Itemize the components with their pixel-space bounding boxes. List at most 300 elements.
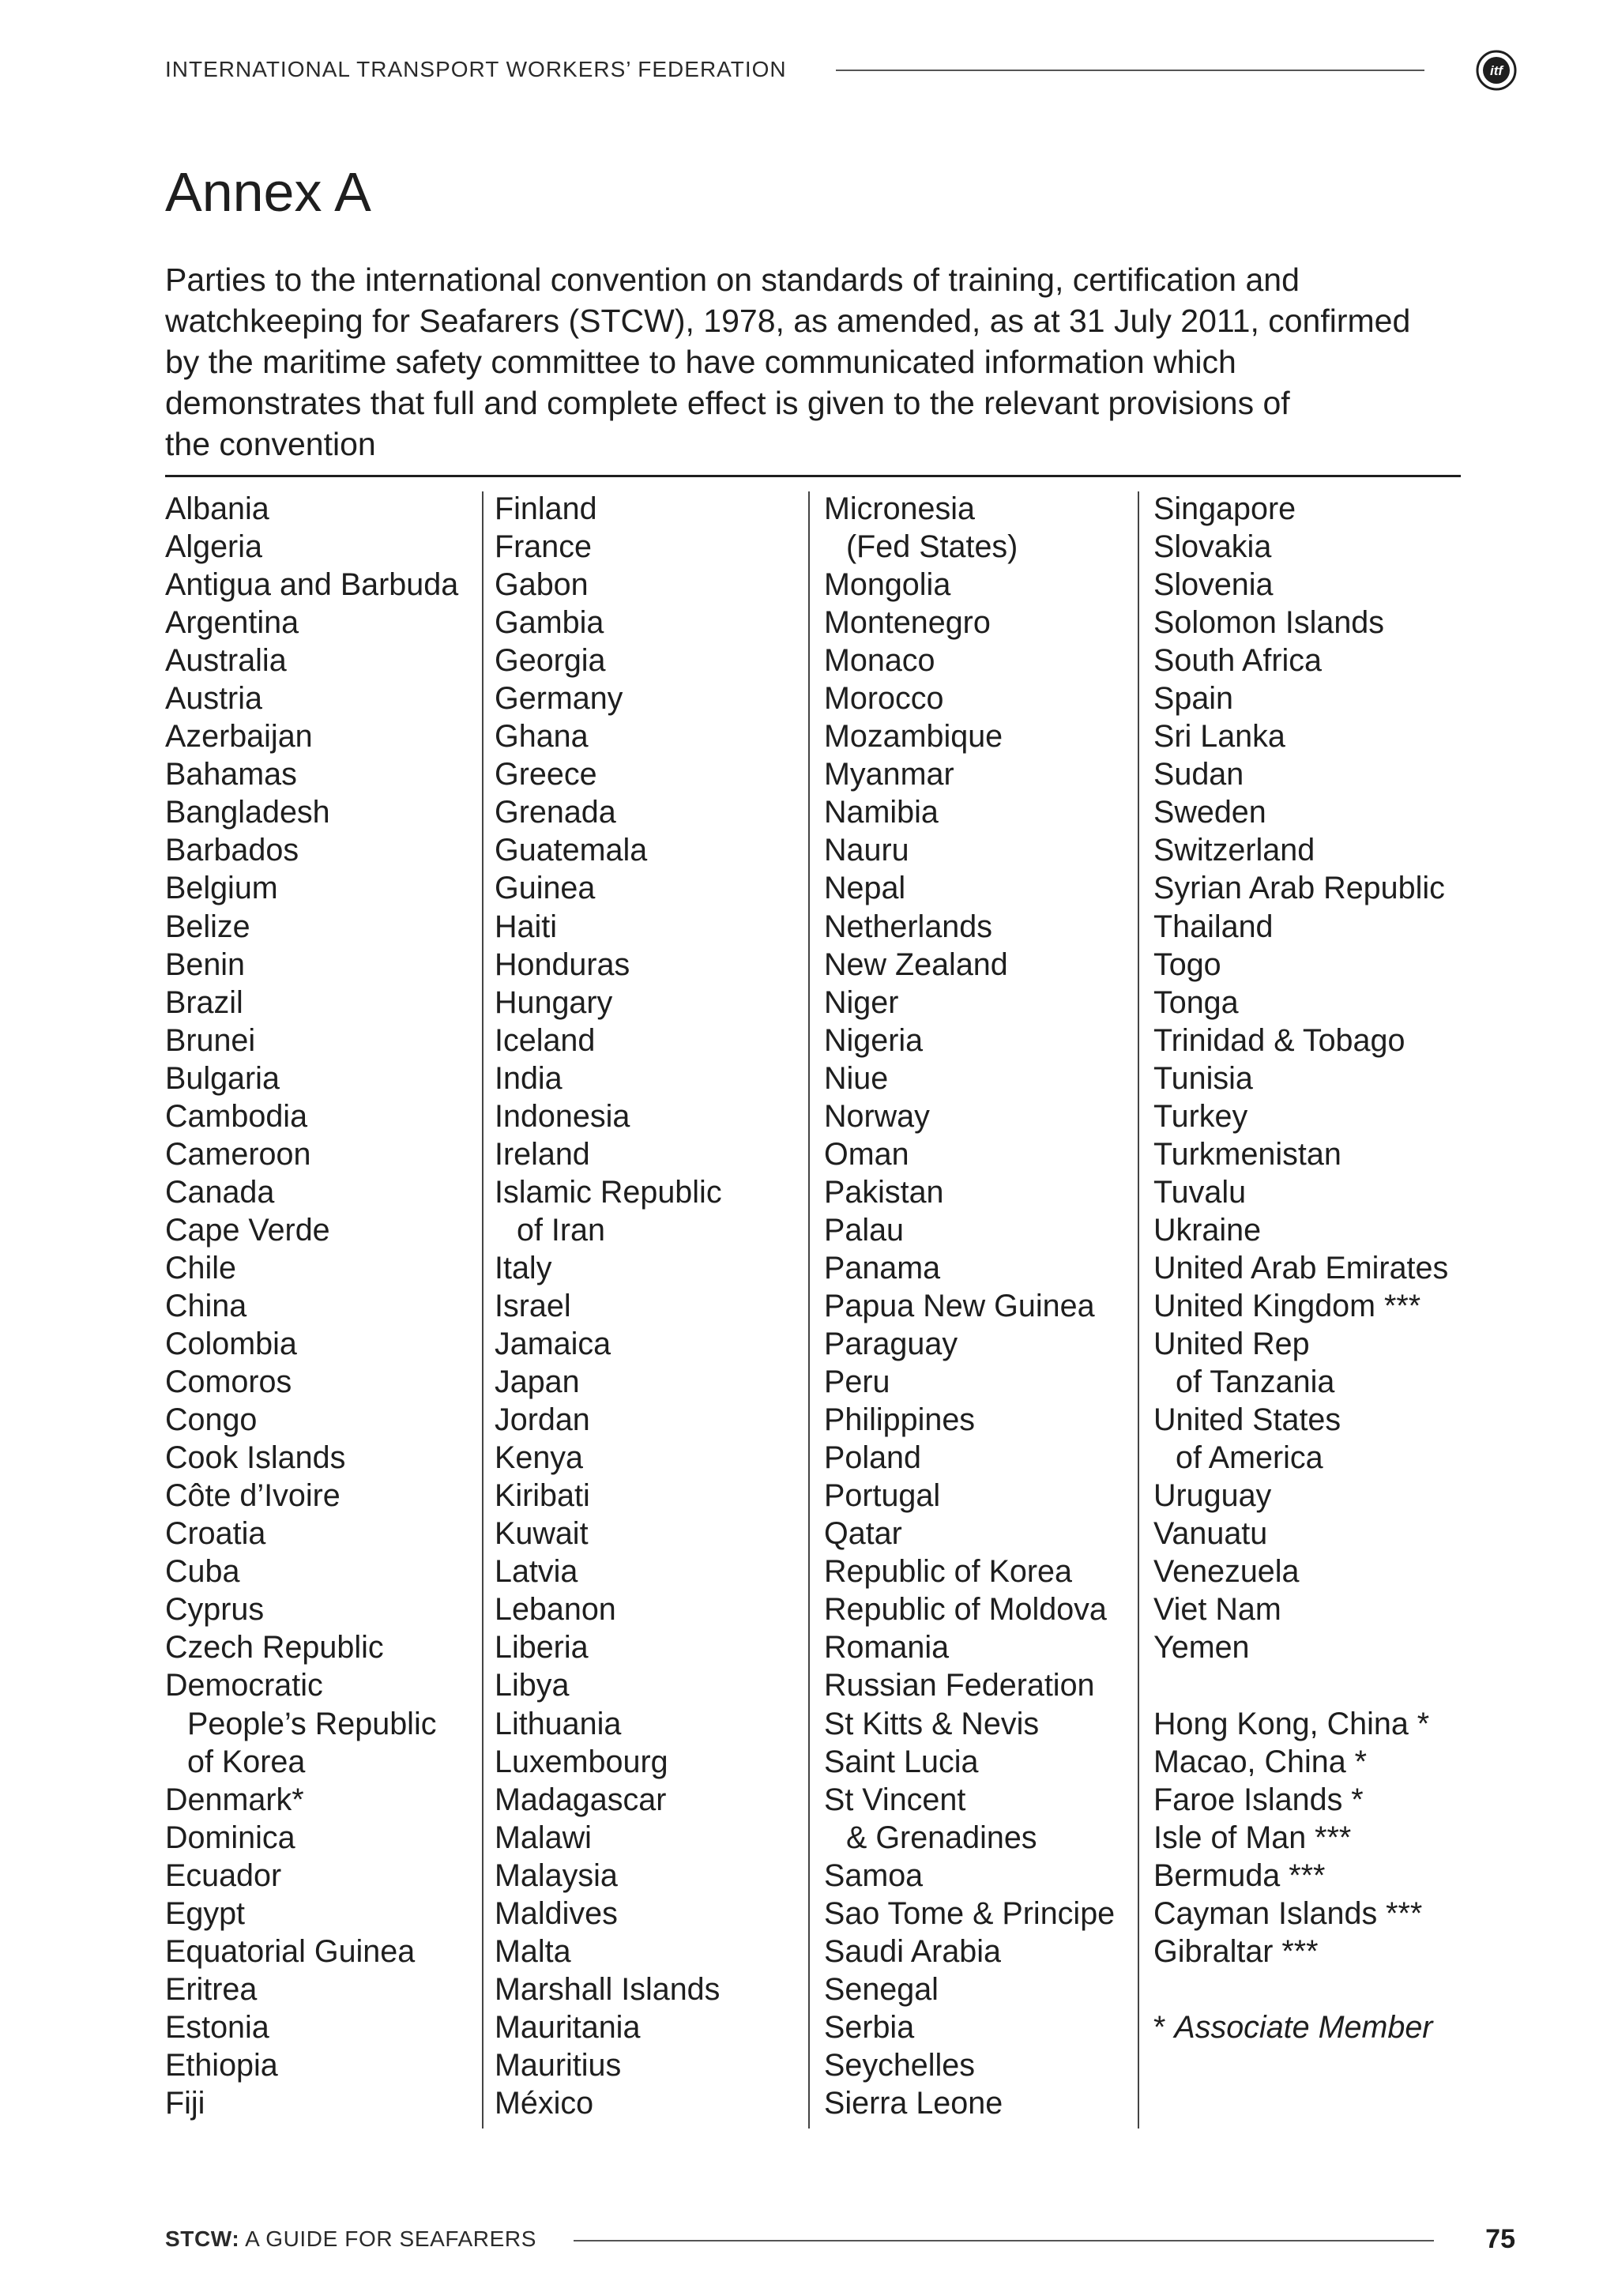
country-entry xyxy=(824,1628,1115,1666)
country-name: Netherlands xyxy=(824,909,992,944)
country-name: Cyprus xyxy=(165,1592,265,1628)
country-column-4 xyxy=(1153,490,1448,2046)
country-entry xyxy=(165,831,458,869)
country-entry xyxy=(495,604,722,642)
country-entry xyxy=(495,1060,722,1097)
country-entry xyxy=(165,604,458,642)
country-name: Paraguay xyxy=(824,1327,958,1362)
country-name: Belize xyxy=(165,909,250,944)
country-entry xyxy=(165,717,458,755)
country-name: Georgia xyxy=(495,643,606,679)
country-entry xyxy=(495,1401,722,1439)
country-name: Equatorial Guinea xyxy=(165,1933,416,1969)
country-name: Nauru xyxy=(824,833,909,868)
country-name: Peru xyxy=(824,1364,890,1400)
country-entry xyxy=(495,1743,722,1781)
country-name: Greece xyxy=(495,757,597,792)
country-entry xyxy=(824,1135,1115,1173)
country-entry xyxy=(495,1819,722,1857)
country-name: Malta xyxy=(495,1933,571,1969)
country-entry xyxy=(824,1022,1115,1060)
country-name: Slovenia xyxy=(1153,567,1274,603)
country-name: Trinidad & Tobago xyxy=(1153,1022,1405,1058)
country-entry xyxy=(165,2008,458,2046)
country-entry xyxy=(495,1135,722,1173)
country-name: Egypt xyxy=(165,1895,246,1931)
country-entry xyxy=(165,1439,458,1477)
country-name: Iceland xyxy=(495,1022,596,1058)
country-name: Tonga xyxy=(1153,984,1239,1020)
country-entry xyxy=(824,1705,1115,1743)
country-entry xyxy=(1153,1287,1448,1325)
country-name: Côte d’Ivoire xyxy=(165,1478,341,1514)
country-entry xyxy=(495,908,722,946)
country-name: Italy xyxy=(495,1250,552,1285)
country-name: Grenada xyxy=(495,795,616,830)
country-entry xyxy=(495,2008,722,2046)
country-name: Micronesia xyxy=(824,491,975,526)
country-entry xyxy=(495,1970,722,2008)
country-name: Pakistan xyxy=(824,1174,944,1210)
country-entry xyxy=(824,1857,1115,1895)
itf-logo-icon xyxy=(1475,49,1518,92)
territory-entry: Gibraltar *** xyxy=(1153,1933,1319,1969)
country-entry xyxy=(824,1401,1115,1439)
country-name: New Zealand xyxy=(824,947,1008,982)
country-name: Palau xyxy=(824,1212,905,1248)
country-name: United Rep xyxy=(1153,1327,1310,1362)
country-entry xyxy=(165,528,458,566)
country-name: México xyxy=(495,2085,594,2121)
country-name: Australia xyxy=(165,643,287,679)
country-name: Guatemala xyxy=(495,833,648,868)
country-name: Canada xyxy=(165,1174,275,1210)
country-entry xyxy=(495,679,722,717)
country-name: Dominica xyxy=(165,1820,295,1855)
country-entry xyxy=(824,1477,1115,1515)
column-divider xyxy=(1138,491,1139,2129)
country-list xyxy=(824,490,1115,2122)
intro-line: the convention xyxy=(165,426,376,462)
intro-line: demonstrates that full and complete effect is given to the relevant provisions of xyxy=(165,385,1290,421)
country-entry xyxy=(165,908,458,946)
country-name: Haiti xyxy=(495,909,558,944)
country-name: Argentina xyxy=(165,605,299,641)
header-rule xyxy=(836,70,1424,71)
country-entry xyxy=(1153,1477,1448,1515)
country-name: Ecuador xyxy=(165,1858,282,1893)
country-name: Bangladesh xyxy=(165,795,330,830)
country-name: Bahamas xyxy=(165,757,297,792)
country-name: Lithuania xyxy=(495,1706,622,1741)
country-entry xyxy=(495,946,722,984)
country-name: Cambodia xyxy=(165,1098,308,1134)
country-name-continuation: & Grenadines xyxy=(846,1820,1037,1855)
country-name: Republic of Korea xyxy=(824,1554,1072,1590)
country-entry xyxy=(495,1781,722,1819)
country-entry xyxy=(824,1666,1115,1704)
country-name: Nigeria xyxy=(824,1022,924,1058)
page-number: 75 xyxy=(1485,2224,1515,2254)
country-entry xyxy=(165,1135,458,1173)
country-name: Honduras xyxy=(495,947,630,982)
country-entry xyxy=(1153,755,1448,793)
country-name: Viet Nam xyxy=(1153,1592,1281,1628)
country-name: Antigua and Barbuda xyxy=(165,567,459,603)
country-name: Norway xyxy=(824,1098,930,1134)
country-name: Senegal xyxy=(824,1971,939,2007)
country-entry xyxy=(1153,984,1448,1022)
country-name: Nepal xyxy=(824,871,906,906)
territory-entry: Isle of Man *** xyxy=(1153,1820,1352,1855)
country-name: Jamaica xyxy=(495,1327,611,1362)
country-name: Slovakia xyxy=(1153,529,1272,565)
country-name: Belgium xyxy=(165,871,278,906)
country-entry xyxy=(165,1819,458,1857)
country-name-continuation: People’s Republic xyxy=(187,1706,437,1741)
country-entry xyxy=(165,1097,458,1135)
country-entry xyxy=(495,566,722,604)
country-entry xyxy=(824,642,1115,679)
country-entry xyxy=(824,1743,1115,1781)
country-name: Tunisia xyxy=(1153,1060,1253,1096)
country-name: Panama xyxy=(824,1250,941,1285)
country-name: Chile xyxy=(165,1250,237,1285)
country-name: Ireland xyxy=(495,1136,590,1172)
country-entry xyxy=(495,1363,722,1401)
country-entry xyxy=(1153,793,1448,831)
country-column-1 xyxy=(165,490,458,2122)
country-entry xyxy=(824,1097,1115,1135)
country-name: Oman xyxy=(824,1136,909,1172)
footnote-symbol: * xyxy=(1153,2009,1166,2045)
country-entry xyxy=(495,1590,722,1628)
country-name-continuation: of America xyxy=(1176,1440,1323,1476)
country-name: Saudi Arabia xyxy=(824,1933,1002,1969)
country-entry xyxy=(495,1022,722,1060)
country-name: India xyxy=(495,1060,563,1096)
page-title: Annex A xyxy=(165,161,371,223)
country-name: Qatar xyxy=(824,1516,902,1552)
country-entry xyxy=(824,1933,1115,1970)
country-list xyxy=(495,490,722,2122)
country-name: Philippines xyxy=(824,1402,976,1438)
country-name: Russian Federation xyxy=(824,1668,1095,1703)
country-name-continuation: of Iran xyxy=(517,1212,605,1248)
country-name: Sri Lanka xyxy=(1153,719,1285,755)
country-entry xyxy=(1153,1590,1448,1628)
country-entry xyxy=(495,1933,722,1970)
country-name: Turkmenistan xyxy=(1153,1136,1341,1172)
country-name: Brunei xyxy=(165,1022,256,1058)
country-entry xyxy=(495,793,722,831)
logo-lettering: itf xyxy=(1489,63,1503,78)
country-entry xyxy=(165,1553,458,1590)
country-name: Togo xyxy=(1153,947,1221,982)
country-name: Ukraine xyxy=(1153,1212,1262,1248)
country-name: Cameroon xyxy=(165,1136,311,1172)
country-entry xyxy=(824,1060,1115,1097)
country-name: Liberia xyxy=(495,1630,589,1666)
country-name: Sweden xyxy=(1153,795,1266,830)
country-entry xyxy=(165,642,458,679)
organisation-name: INTERNATIONAL TRANSPORT WORKERS’ FEDERATION xyxy=(165,57,787,81)
country-name: Niger xyxy=(824,984,899,1020)
country-entry xyxy=(1153,1628,1448,1666)
country-entry xyxy=(165,793,458,831)
country-name: Azerbaijan xyxy=(165,719,313,755)
country-entry xyxy=(824,1590,1115,1628)
country-entry xyxy=(165,1060,458,1097)
country-entry xyxy=(1153,1401,1448,1477)
country-entry xyxy=(824,1553,1115,1590)
country-entry xyxy=(165,1022,458,1060)
country-entry xyxy=(824,1515,1115,1553)
country-name: Jordan xyxy=(495,1402,590,1438)
country-entry xyxy=(1153,717,1448,755)
country-entry xyxy=(495,1515,722,1553)
country-entry xyxy=(1153,1515,1448,1553)
country-name: Serbia xyxy=(824,2009,915,2045)
country-name: Tuvalu xyxy=(1153,1174,1247,1210)
country-name: Switzerland xyxy=(1153,833,1315,868)
country-entry xyxy=(824,946,1115,984)
country-name: Latvia xyxy=(495,1554,578,1590)
country-name: Turkey xyxy=(1153,1098,1248,1134)
country-entry xyxy=(1153,1325,1448,1401)
country-entry xyxy=(165,1287,458,1325)
country-name: Sao Tome & Principe xyxy=(824,1895,1116,1931)
country-name: Austria xyxy=(165,681,262,717)
territory-entry: Hong Kong, China * xyxy=(1153,1706,1430,1741)
country-name: Malawi xyxy=(495,1820,592,1855)
country-entry xyxy=(1153,642,1448,679)
country-entry xyxy=(495,1857,722,1895)
country-entry xyxy=(165,755,458,793)
country-name: Mongolia xyxy=(824,567,951,603)
territory-entry: Cayman Islands *** xyxy=(1153,1895,1423,1931)
country-name: Democratic xyxy=(165,1668,323,1703)
country-name: Romania xyxy=(824,1630,950,1666)
country-column-3 xyxy=(824,490,1115,2122)
country-name: Gambia xyxy=(495,605,604,641)
country-name: Papua New Guinea xyxy=(824,1288,1095,1323)
series-title: A GUIDE FOR SEAFARERS xyxy=(245,2226,536,2251)
country-entry xyxy=(165,1970,458,2008)
country-name: Finland xyxy=(495,491,597,526)
country-entry xyxy=(1153,1022,1448,1060)
territory-entry: Bermuda *** xyxy=(1153,1858,1326,1893)
country-name: Morocco xyxy=(824,681,944,717)
country-list xyxy=(1153,490,1448,1666)
country-entry xyxy=(1153,1553,1448,1590)
country-entry xyxy=(824,1363,1115,1401)
country-entry xyxy=(1153,1249,1448,1287)
list-spacer xyxy=(1153,1666,1448,1704)
country-entry xyxy=(165,1781,458,1819)
country-name: Barbados xyxy=(165,833,299,868)
associate-member-footnote xyxy=(1153,2008,1448,2046)
country-entry xyxy=(165,869,458,907)
country-name: Thailand xyxy=(1153,909,1274,944)
country-entry xyxy=(165,1325,458,1363)
country-entry xyxy=(495,1325,722,1363)
country-entry xyxy=(495,1477,722,1515)
country-entry xyxy=(165,1628,458,1666)
country-entry xyxy=(824,1970,1115,2008)
country-name: Libya xyxy=(495,1668,570,1703)
country-name: Malaysia xyxy=(495,1858,618,1893)
column-divider xyxy=(808,491,810,2129)
list-spacer xyxy=(1153,1970,1448,2008)
country-name-continuation: (Fed States) xyxy=(846,529,1018,565)
country-name: Guinea xyxy=(495,871,596,906)
country-name: Myanmar xyxy=(824,757,954,792)
country-name: Republic of Moldova xyxy=(824,1592,1107,1628)
country-name: Japan xyxy=(495,1364,580,1400)
country-entry xyxy=(495,1666,722,1704)
territory-entry: Faroe Islands * xyxy=(1153,1782,1364,1817)
country-entry xyxy=(495,642,722,679)
country-entry xyxy=(1153,1060,1448,1097)
country-entry xyxy=(824,2008,1115,2046)
country-entry xyxy=(824,869,1115,907)
country-name: Germany xyxy=(495,681,623,717)
country-entry xyxy=(165,984,458,1022)
country-entry xyxy=(165,1666,458,1780)
country-name: United Arab Emirates xyxy=(1153,1250,1449,1285)
country-entry xyxy=(824,1173,1115,1211)
country-name: Albania xyxy=(165,491,269,526)
country-name: St Vincent xyxy=(824,1782,966,1817)
country-entry xyxy=(165,1173,458,1211)
country-entry xyxy=(1153,1211,1448,1249)
country-entry xyxy=(495,1628,722,1666)
country-entry xyxy=(824,908,1115,946)
publication-title xyxy=(165,2225,536,2253)
country-entry xyxy=(824,2046,1115,2084)
country-entry xyxy=(1153,869,1448,907)
country-name: Uruguay xyxy=(1153,1478,1272,1514)
country-entry xyxy=(165,1477,458,1515)
country-entry xyxy=(824,2084,1115,2122)
country-name: Cuba xyxy=(165,1554,240,1590)
country-name: Czech Republic xyxy=(165,1630,384,1666)
country-entry xyxy=(165,1590,458,1628)
country-name: Sierra Leone xyxy=(824,2085,1003,2121)
country-entry xyxy=(824,1249,1115,1287)
country-name: St Kitts & Nevis xyxy=(824,1706,1040,1741)
country-name: France xyxy=(495,529,592,565)
country-entry xyxy=(165,490,458,528)
country-entry xyxy=(1153,1173,1448,1211)
country-entry xyxy=(165,679,458,717)
country-entry xyxy=(824,1895,1115,1933)
country-entry xyxy=(495,831,722,869)
country-entry xyxy=(824,566,1115,604)
country-name: Mauritius xyxy=(495,2047,622,2083)
country-entry xyxy=(495,1439,722,1477)
country-entry xyxy=(495,1895,722,1933)
country-entry xyxy=(165,1933,458,1970)
country-name: Venezuela xyxy=(1153,1554,1300,1590)
country-entry xyxy=(165,1211,458,1249)
country-name: United Kingdom *** xyxy=(1153,1288,1421,1323)
country-name: Marshall Islands xyxy=(495,1971,721,2007)
country-name: Croatia xyxy=(165,1516,266,1552)
country-entry xyxy=(824,984,1115,1022)
country-name: Maldives xyxy=(495,1895,618,1931)
country-name: Yemen xyxy=(1153,1630,1250,1666)
country-name: Monaco xyxy=(824,643,935,679)
country-name: Cape Verde xyxy=(165,1212,330,1248)
table-top-rule xyxy=(165,475,1461,477)
country-name: Kiribati xyxy=(495,1478,590,1514)
country-name: Syrian Arab Republic xyxy=(1153,871,1445,906)
country-name: Denmark* xyxy=(165,1782,304,1817)
country-name: Samoa xyxy=(824,1858,924,1893)
country-name: Mauritania xyxy=(495,2009,641,2045)
country-entry xyxy=(1153,604,1448,642)
country-entry xyxy=(495,717,722,755)
country-entry xyxy=(824,793,1115,831)
country-entry xyxy=(165,1363,458,1401)
country-name: Algeria xyxy=(165,529,262,565)
country-entry xyxy=(165,1401,458,1439)
country-entry xyxy=(1153,528,1448,566)
territory-entry: Macao, China * xyxy=(1153,1744,1368,1779)
country-name: Estonia xyxy=(165,2009,269,2045)
intro-line: by the maritime safety committee to have communicated information which xyxy=(165,344,1236,380)
country-name: Singapore xyxy=(1153,491,1296,526)
country-name: Ethiopia xyxy=(165,2047,278,2083)
country-entry xyxy=(495,528,722,566)
intro-paragraph xyxy=(165,259,1410,465)
country-entry xyxy=(495,490,722,528)
country-name: Congo xyxy=(165,1402,258,1438)
country-entry xyxy=(495,1097,722,1135)
country-name: Bulgaria xyxy=(165,1060,280,1096)
country-entry xyxy=(1153,1135,1448,1173)
country-entry xyxy=(495,1287,722,1325)
country-name: Mozambique xyxy=(824,719,1003,755)
country-entry xyxy=(165,2084,458,2122)
country-entry xyxy=(495,1705,722,1743)
country-name: Sudan xyxy=(1153,757,1244,792)
country-name-continuation: of Korea xyxy=(187,1744,306,1779)
series-label: STCW: xyxy=(165,2226,240,2251)
country-entry xyxy=(1153,490,1448,528)
country-name: Kuwait xyxy=(495,1516,589,1552)
country-name: Seychelles xyxy=(824,2047,976,2083)
country-name: Spain xyxy=(1153,681,1234,717)
country-entry xyxy=(824,755,1115,793)
country-name: Gabon xyxy=(495,567,589,603)
country-name: Colombia xyxy=(165,1327,297,1362)
country-name: Israel xyxy=(495,1288,571,1323)
country-entry xyxy=(495,1553,722,1590)
country-entry xyxy=(165,566,458,604)
country-name: Montenegro xyxy=(824,605,991,641)
country-entry xyxy=(165,1249,458,1287)
country-entry xyxy=(824,1781,1115,1857)
country-entry xyxy=(824,717,1115,755)
column-divider xyxy=(482,491,484,2129)
country-name: Vanuatu xyxy=(1153,1516,1268,1552)
country-entry xyxy=(824,831,1115,869)
country-name: Comoros xyxy=(165,1364,292,1400)
country-entry xyxy=(824,1211,1115,1249)
